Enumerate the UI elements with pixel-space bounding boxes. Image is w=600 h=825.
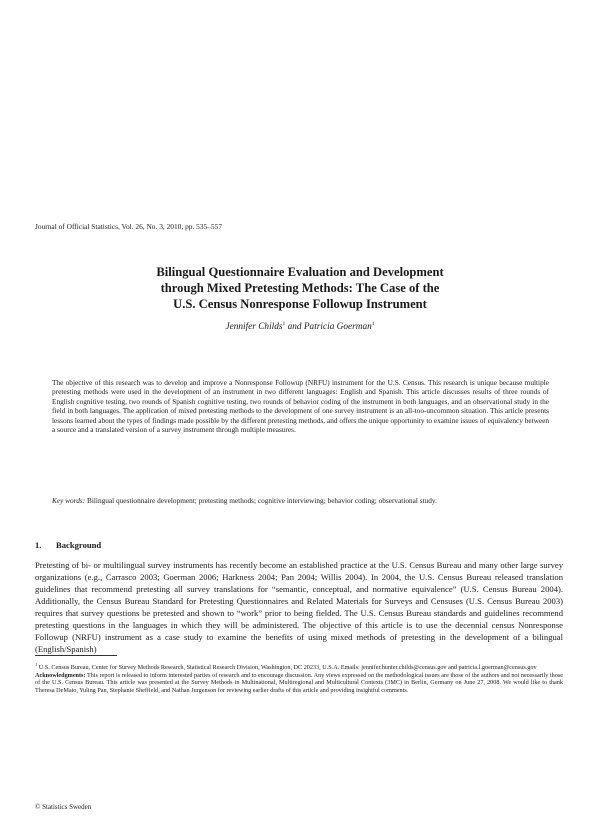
section-number: 1. xyxy=(35,540,42,550)
author-connector: and xyxy=(287,322,302,333)
acknowledgments-label: Acknowledgments: xyxy=(35,671,86,679)
footnote-mark: 1 xyxy=(282,321,286,327)
footnote-divider xyxy=(35,655,117,656)
title-line: U.S. Census Nonresponse Followup Instrument xyxy=(173,297,427,311)
footnote-acknowledgments xyxy=(35,672,563,695)
journal-reference: Journal of Official Statistics, Vol. 26, No. 3, 2010, pp. 535–557 xyxy=(35,222,223,231)
title-line: Bilingual Questionnaire Evaluation and Development xyxy=(156,265,444,279)
footnote-affiliation xyxy=(35,661,563,672)
section-title: Background xyxy=(56,540,102,550)
acknowledgments-text: This report is released to inform interested parties of research and to encourage discussion. Any views expressed on the methodological issues are those of the authors and not necessarily those of the U.S. Census Bureau. This article was presented at the Survey Methods in Multinational, Multiregional and Multicultural Contexts (3MC) in Berlin, Germany on June 27, 2008. We would like to thank Theresa DeMaio, Yuling Pan, Stephanie Sheffield, and Nathan Jurgenson for reviewing earlier drafts of this article and providing insightful comments. xyxy=(35,671,563,695)
footnote-affiliation-text: U.S. Census Bureau, Center for Survey Methods Research, Statistical Research Division, Washington, DC 20233, U.S.A. Emails: jennifer.hunter.childs@census.gov and patricia.l.goerman@census.gov xyxy=(38,664,537,672)
author-name: Patricia Goerman xyxy=(303,322,372,333)
abstract: The objective of this research was to develop and improve a Nonresponse Followup (NRFU) instrument for the U.S. Census. This research is unique because multiple pretesting methods were used in the development of an instrument in two different languages: English and Spanish. This article discusses results of three rounds of English cognitive testing, two rounds of Spanish cognitive testing, two rounds of behavior coding of the instrument in both languages, and an observational study in the field in both languages. The application of mixed pretesting methods to the development of one survey instrument is an all-too-uncommon situation. This article presents lessons learned about the types of findings made possible by the different pretesting methods, and offers the unique opportunity to examine issues of equivalency between a source and a translated version of a survey instrument through multiple measures. xyxy=(52,378,549,435)
footnote-mark: 1 xyxy=(35,662,38,667)
author-name: Jennifer Childs xyxy=(225,322,283,333)
copyright-notice: © Statistics Sweden xyxy=(35,803,92,811)
article-title xyxy=(40,264,560,312)
keywords xyxy=(52,496,549,505)
footnote xyxy=(35,661,563,695)
author-line xyxy=(0,321,600,332)
body-paragraph: Pretesting of bi- or multilingual survey instruments has recently become an established practice at the U.S. Census Bureau and many other large survey organizations (e.g., Carrasco 2003; Goerman 2006; Harkness 2004; Pan 2004; Willis 2004). In 2004, the U.S. Census Bureau released translation guidelines that recommend pretesting all survey translations for “semantic, conceptual, and normative equivalence” (U.S. Census Bureau 2004). Additionally, the Census Bureau Standard for Pretesting Questionnaires and Related Materials for Surveys and Censuses (U.S. Census Bureau 2003) requires that survey questions be pretested and shown to “work” prior to being fielded. The U.S. Census Bureau standards and guidelines recommend pretesting questions in the languages in which they will be administered. The objective of this article is to use the decennial census Nonresponse Followup (NRFU) instrument as a case study to examine the benefits of using mixed methods of pretesting in the development of a bilingual (English/Spanish) xyxy=(35,560,563,655)
keywords-label: Key words: xyxy=(52,496,86,505)
section-heading xyxy=(35,540,101,550)
keywords-text: Bilingual questionnaire development; pretesting methods; cognitive interviewing; behavior coding; observational study. xyxy=(87,496,437,505)
footnote-mark: 1 xyxy=(371,321,375,327)
title-line: through Mixed Pretesting Methods: The Case of the xyxy=(160,281,440,295)
